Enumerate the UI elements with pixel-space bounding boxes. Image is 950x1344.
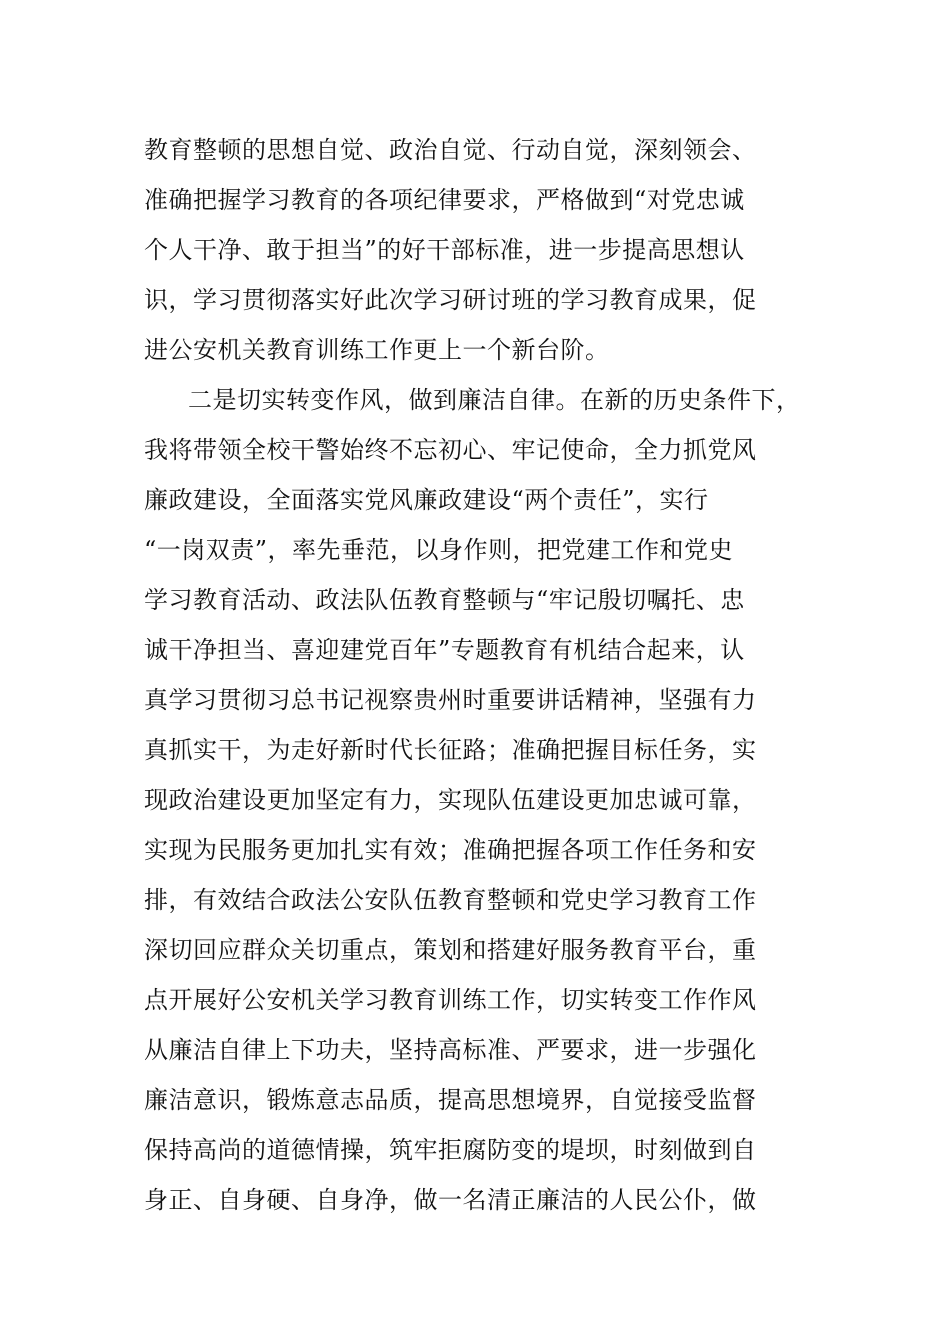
text-line: 进公安机关教育训练工作更上一个新台阶。 [144,336,610,364]
text-line: “一岗双责”，率先垂范，以身作则，把党建工作和党史 [144,536,734,564]
text-line: 保持高尚的道德情操，筑牢拒腐防变的堤坝，时刻做到自 [144,1136,757,1164]
text-line: 识，学习贯彻落实好此次学习研讨班的学习教育成果，促 [144,286,757,314]
text-line: 排，有效结合政法公安队伍教育整顿和党史学习教育工作 [144,886,757,914]
text-line: 廉政建设，全面落实党风廉政建设“两个责任”，实行 [144,486,709,514]
text-line: 学习教育活动、政法队伍教育整顿与“牢记殷切嘱托、忠 [144,586,745,614]
text-line: 诚干净担当、喜迎建党百年”专题教育有机结合起来，认 [144,636,745,664]
text-line: 点开展好公安机关学习教育训练工作，切实转变工作作风 [144,986,757,1014]
text-line: 廉洁意识，锻炼意志品质，提高思想境界，自觉接受监督 [144,1086,757,1114]
text-line: 深切回应群众关切重点，策划和搭建好服务教育平台，重 [144,936,757,964]
text-line: 教育整顿的思想自觉、政治自觉、行动自觉，深刻领会、 [144,136,757,164]
paragraph-start-line: 二是切实转变作风，做到廉洁自律。在新的历史条件下， [188,386,801,414]
text-line: 身正、自身硬、自身净，做一名清正廉洁的人民公仆，做 [144,1186,757,1214]
text-line: 真抓实干，为走好新时代长征路；准确把握目标任务，实 [144,736,757,764]
text-line: 我将带领全校干警始终不忘初心、牢记使命，全力抓党风 [144,436,757,464]
text-line: 准确把握学习教育的各项纪律要求，严格做到“对党忠诚 [144,186,745,214]
text-line: 从廉洁自律上下功夫，坚持高标准、严要求，进一步强化 [144,1036,757,1064]
text-line: 实现为民服务更加扎实有效；准确把握各项工作任务和安 [144,836,757,864]
text-line: 真学习贯彻习总书记视察贵州时重要讲话精神，坚强有力 [144,686,757,714]
text-line: 现政治建设更加坚定有力，实现队伍建设更加忠诚可靠， [144,786,757,814]
text-line: 个人干净、敢于担当”的好干部标准，进一步提高思想认 [144,236,745,264]
